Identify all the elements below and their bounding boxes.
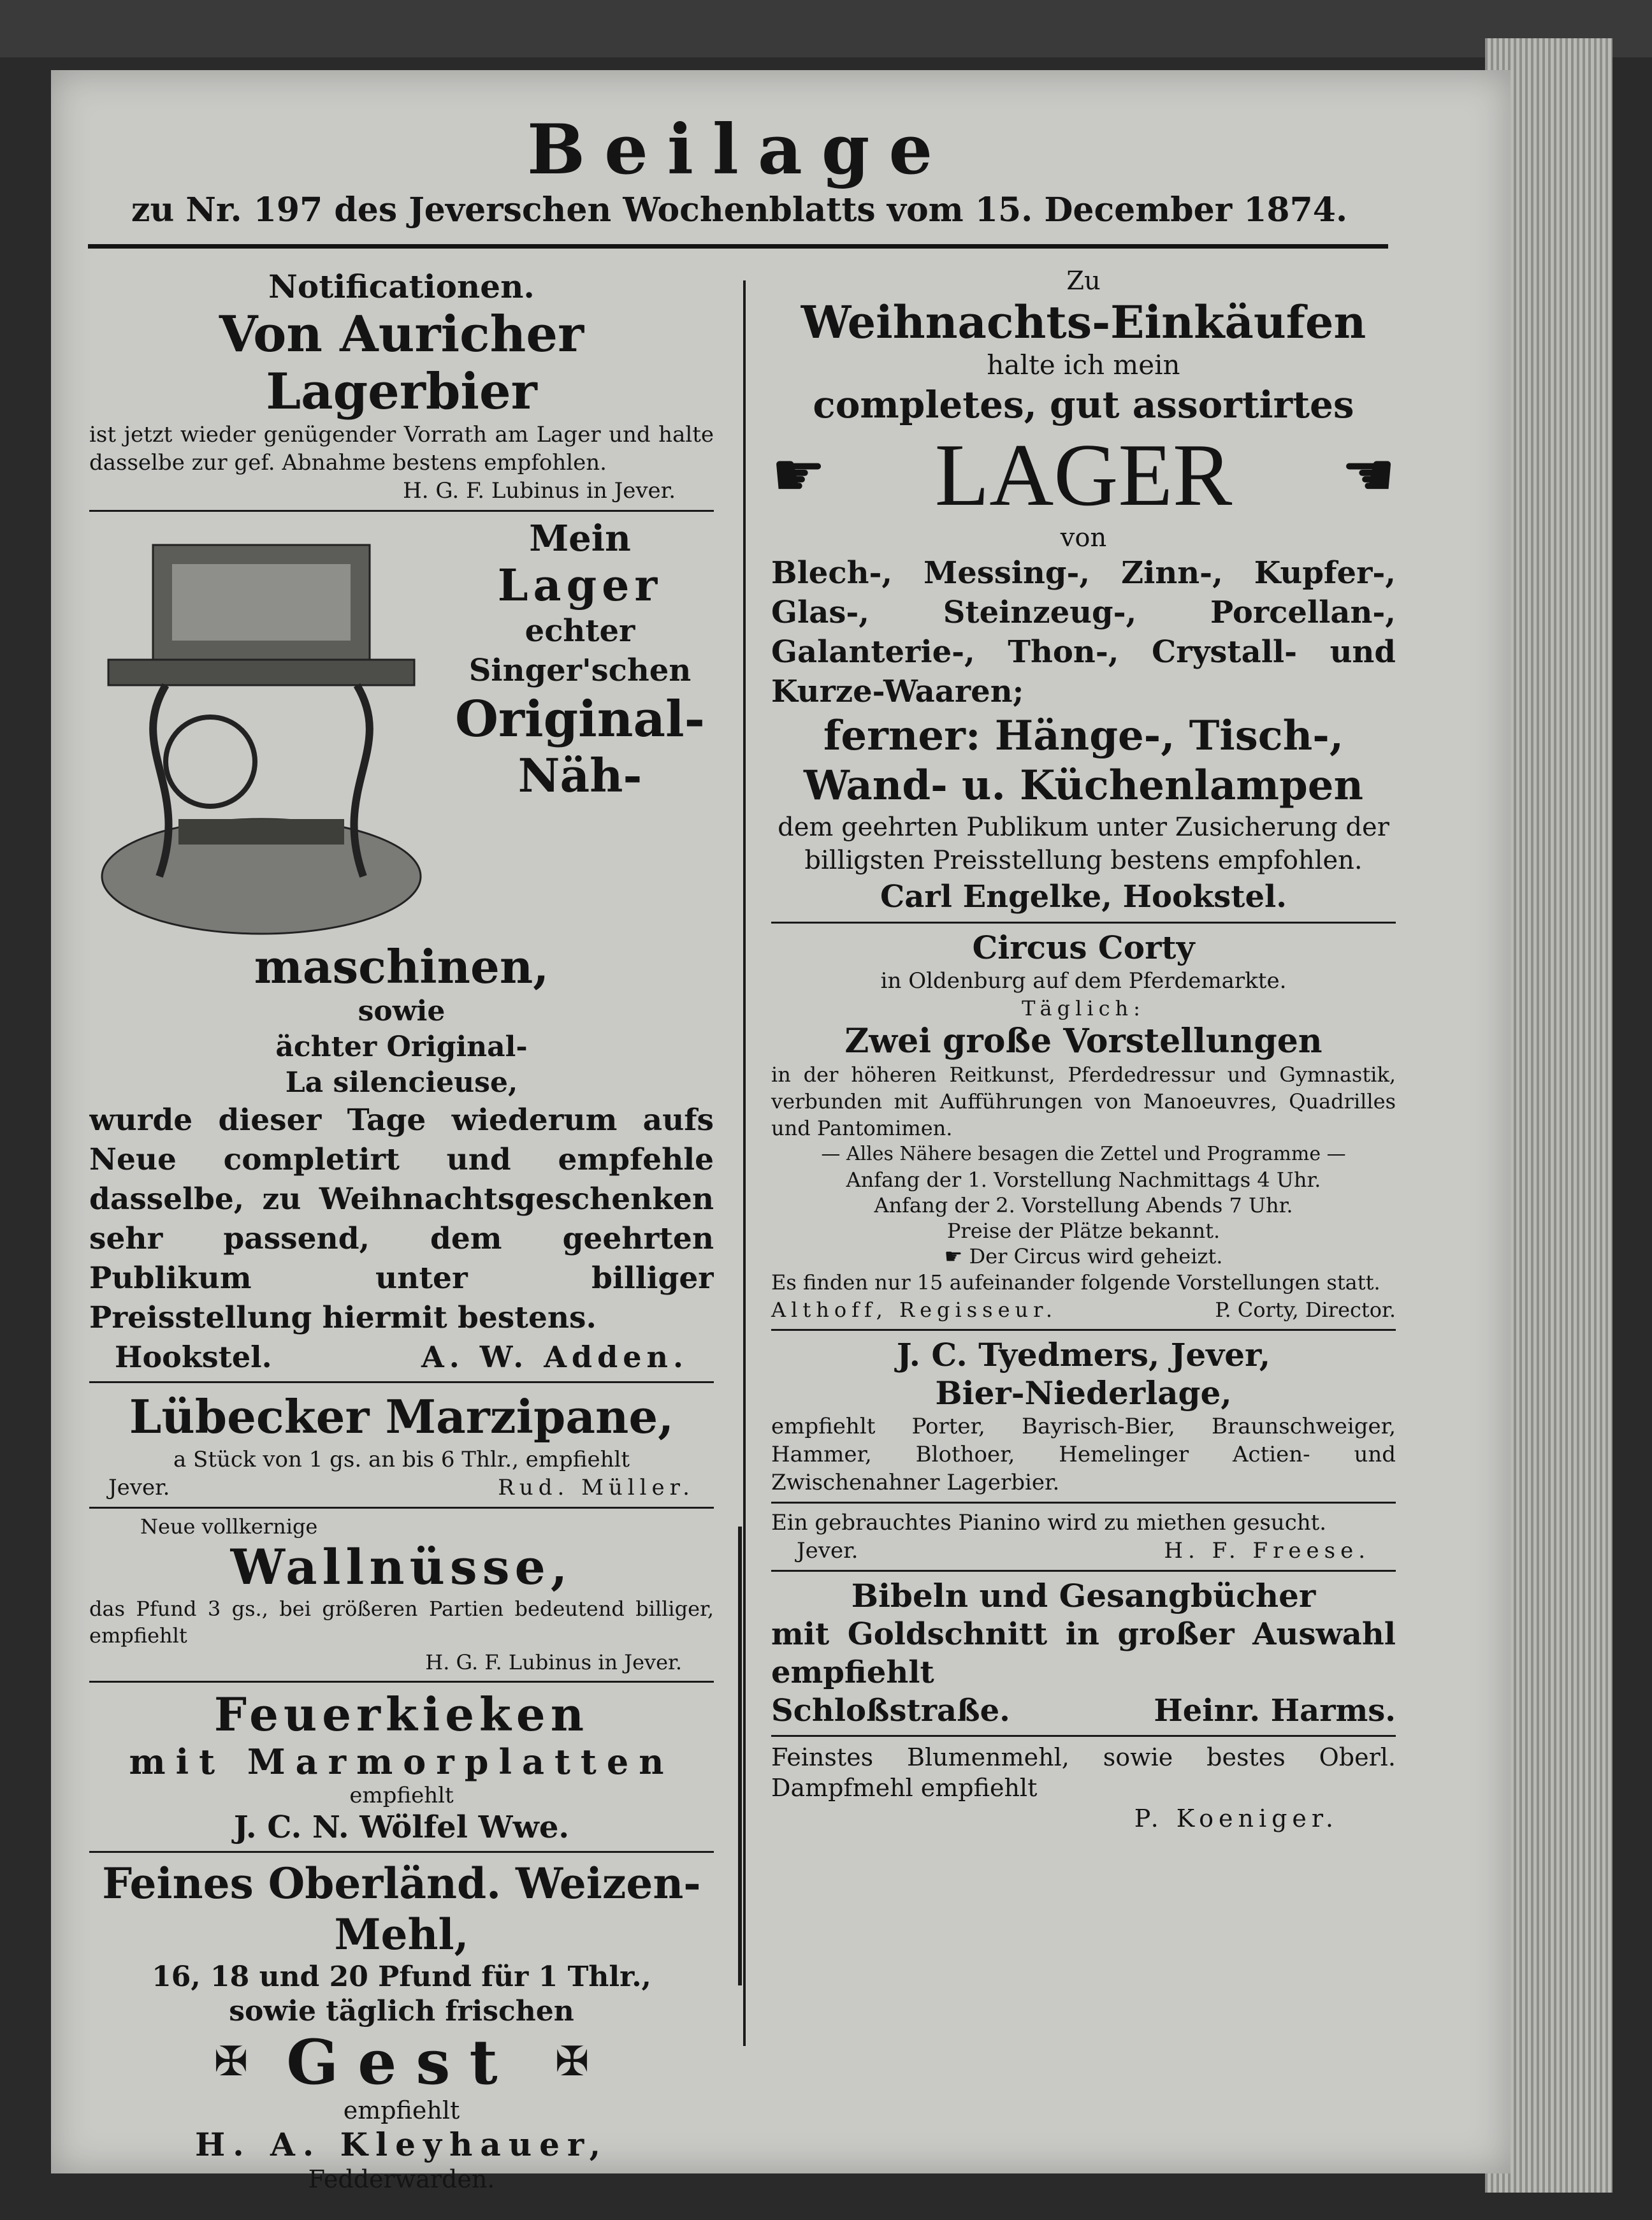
ad-body: empfiehlt xyxy=(349,1783,454,1808)
ad-signature: Heinr. Harms. xyxy=(1154,1693,1396,1729)
ad-body: das Pfund 3 gs., bei größeren Partien bedeutend billiger, empfiehlt xyxy=(89,1597,714,1648)
ad-headline: Wallnüsse, xyxy=(230,1539,573,1595)
ad-text: Der Circus wird geheizt. xyxy=(969,1244,1223,1268)
pointing-hand-left-icon: ☚ xyxy=(1340,439,1396,511)
ad-big-row xyxy=(771,427,1396,523)
ad-bibeln xyxy=(771,1577,1396,1730)
ad-line: Täglich: xyxy=(1022,996,1145,1020)
ad-sub: Bier-Niederlage, xyxy=(935,1374,1232,1412)
ad-line: La silencieuse, xyxy=(285,1066,518,1099)
ad-place: Schloßstraße. xyxy=(771,1693,1010,1729)
ad-line: Anfang der 1. Vorstellung Nachmittags 4 Uhr. xyxy=(846,1168,1321,1192)
ad-footer xyxy=(89,1338,714,1376)
ad-signature: P. Koeniger. xyxy=(1134,1804,1338,1832)
ad-pianino xyxy=(771,1509,1396,1565)
masthead-rule xyxy=(88,244,1388,249)
ad-signature: H. A. Kleyhauer, xyxy=(194,2126,608,2163)
masthead-title: Beilage xyxy=(526,110,952,190)
column-divider-heavy xyxy=(738,1527,742,1985)
ad-place: Jever. xyxy=(108,1475,170,1500)
ad-line: Lager xyxy=(497,560,663,611)
ad-footer xyxy=(771,1692,1396,1730)
ad-body: Ein gebrauchtes Pianino wird zu miethen gesucht. xyxy=(771,1510,1327,1535)
ad-line: dem geehrten Publikum unter Zusicherung der billigsten Preisstellung bestens empfohlen. xyxy=(778,813,1389,875)
ad-lagerbier xyxy=(89,306,714,505)
ad-line: echter xyxy=(525,613,635,649)
ornament-icon: ✠ xyxy=(214,2038,249,2086)
ad-line: ferner: Hänge-, Tisch-, Wand- u. Küchenlampen xyxy=(804,712,1363,809)
ad-big-word: Gest xyxy=(286,2026,517,2098)
ad-line: completes, gut assortirtes xyxy=(813,383,1354,426)
divider xyxy=(89,1381,714,1383)
ornament-icon: ✠ xyxy=(554,2038,590,2086)
pointing-hand-right-icon: ☛ xyxy=(771,439,827,511)
ad-line-with-icon xyxy=(771,1244,1396,1269)
ad-line: Mein xyxy=(529,518,631,560)
masthead-subtitle: zu Nr. 197 des Jeverschen Wochenblatts vom 15. December 1874. xyxy=(131,191,1348,229)
ad-line: sowie xyxy=(358,995,446,1027)
ad-line: maschinen, xyxy=(254,940,549,994)
ad-headline: J. C. Tyedmers, Jever, xyxy=(896,1336,1271,1374)
ad-headline: Lübecker Marzipane, xyxy=(129,1389,674,1444)
ad-weizenmehl xyxy=(89,1858,714,2195)
ad-signature: A. W. Adden. xyxy=(421,1340,688,1374)
ad-body: Blech-, Messing-, Zinn-, Kupfer-, Glas-, Steinzeug-, Porcellan-, Galanterie-, Thon-, Crystall- und Kurze-Waaren; xyxy=(771,555,1396,709)
ad-weihnachts-lager xyxy=(771,265,1396,917)
ad-naehmaschinen xyxy=(89,517,714,1376)
ad-body: a Stück von 1 gs. an bis 6 Thlr., empfiehlt xyxy=(173,1447,630,1472)
ad-headline: Feuerkieken xyxy=(214,1687,590,1741)
divider xyxy=(89,1851,714,1853)
ad-line: Preise der Plätze bekannt. xyxy=(946,1219,1221,1243)
ad-body: in der höheren Reitkunst, Pferdedressur und Gymnastik, verbunden mit Aufführungen von Manoeuvres, Quadrilles und Pantomimen. xyxy=(771,1063,1396,1140)
ad-body: empfiehlt xyxy=(343,2096,460,2124)
ad-signature: Carl Engelke, Hookstel. xyxy=(880,879,1287,915)
sewing-machine-illustration xyxy=(89,519,433,940)
ad-headline: Circus Corty xyxy=(972,929,1195,966)
divider xyxy=(89,1681,714,1683)
left-column xyxy=(89,255,714,2195)
masthead xyxy=(76,112,1402,233)
ad-line: in Oldenburg auf dem Pferdemarkte. xyxy=(880,968,1287,994)
ad-headline: Bibeln und Gesangbücher xyxy=(851,1577,1316,1614)
ad-big-word: LAGER xyxy=(934,425,1233,525)
ad-place: Jever. xyxy=(797,1538,859,1563)
ad-signature: Althoff, Regisseur. xyxy=(771,1298,1058,1322)
ad-line: halte ich mein xyxy=(987,349,1180,381)
ad-pre: Zu xyxy=(1066,266,1101,296)
ad-signature: H. G. F. Lubinus in Jever. xyxy=(403,478,676,504)
ad-footer xyxy=(89,1474,714,1502)
ad-body: Feinstes Blumenmehl, sowie bestes Oberl. Dampfmehl empfiehlt xyxy=(771,1743,1396,1802)
scan-border xyxy=(0,0,1652,57)
ad-body: ist jetzt wieder genügender Vorrath am Lager und halte dasselbe zur gef. Abnahme bestens empfohlen. xyxy=(89,422,714,475)
ad-line: Singer'schen xyxy=(468,653,692,688)
ad-line: Anfang der 2. Vorstellung Abends 7 Uhr. xyxy=(874,1193,1293,1217)
ad-marzipane xyxy=(89,1388,714,1502)
divider xyxy=(771,922,1396,924)
ad-line: Näh- xyxy=(518,748,642,802)
ad-line: Zwei große Vorstellungen xyxy=(844,1022,1322,1061)
divider xyxy=(771,1329,1396,1331)
ad-signature: P. Corty, Director. xyxy=(1215,1298,1396,1322)
ad-headline: Feines Oberländ. Weizen-Mehl, xyxy=(102,1859,701,1959)
ad-place: Fedderwarden. xyxy=(308,2165,495,2193)
ad-big-row xyxy=(89,2026,714,2098)
ad-line: — Alles Nähere besagen die Zettel und Programme — xyxy=(821,1143,1346,1165)
ad-line: von xyxy=(1060,523,1107,553)
ad-signature: H. F. Freese. xyxy=(1164,1538,1370,1563)
ad-sub: mit Marmorplatten xyxy=(129,1741,674,1782)
divider xyxy=(771,1570,1396,1572)
ad-headline: Weihnachts-Einkäufen xyxy=(801,296,1366,349)
ad-body: empfiehlt Porter, Bayrisch-Bier, Braunschweiger, Hammer, Blothoer, Hemelinger Actien- und Zwischenahner Lagerbier. xyxy=(771,1414,1396,1495)
ad-bier-niederlage xyxy=(771,1336,1396,1497)
divider xyxy=(771,1735,1396,1737)
ad-line: ächter Original- xyxy=(275,1031,528,1063)
section-heading: Notificationen. xyxy=(268,268,535,305)
ad-signature: J. C. N. Wölfel Wwe. xyxy=(233,1810,570,1845)
ad-pre: Neue vollkernige xyxy=(140,1514,318,1539)
pointing-hand-icon: ☛ xyxy=(944,1244,969,1268)
ad-signature: Rud. Müller. xyxy=(498,1475,695,1500)
divider xyxy=(89,510,714,512)
ad-footer xyxy=(771,1537,1396,1565)
divider xyxy=(89,1507,714,1509)
ad-body: mit Goldschnitt in großer Auswahl empfiehlt xyxy=(771,1616,1396,1690)
ad-body: wurde dieser Tage wiederum aufs Neue completirt und empfehle dasselbe, zu Weihnachtsgeschenken sehr passend, dem geehrten Publikum unter billiger Preisstellung hiermit bestens. xyxy=(89,1103,714,1335)
ad-line: sowie täglich frischen xyxy=(229,1995,574,2028)
ad-circus xyxy=(771,929,1396,1324)
ad-footer xyxy=(771,1296,1396,1324)
column-divider xyxy=(743,280,746,2046)
ad-place: Hookstel. xyxy=(115,1340,272,1374)
ad-line: 16, 18 und 20 Pfund für 1 Thlr., xyxy=(152,1961,651,1993)
ad-line: Es finden nur 15 aufeinander folgende Vorstellungen statt. xyxy=(771,1270,1380,1295)
divider xyxy=(771,1502,1396,1504)
ad-wallnuesse xyxy=(89,1514,714,1676)
ad-blumenmehl xyxy=(771,1742,1396,1834)
ad-feuerkieken xyxy=(89,1688,714,1846)
ad-signature: H. G. F. Lubinus in Jever. xyxy=(425,1650,682,1674)
right-column xyxy=(771,255,1396,1834)
ad-headline: Von Auricher Lagerbier xyxy=(219,305,584,421)
ad-line: Original- xyxy=(454,690,706,748)
